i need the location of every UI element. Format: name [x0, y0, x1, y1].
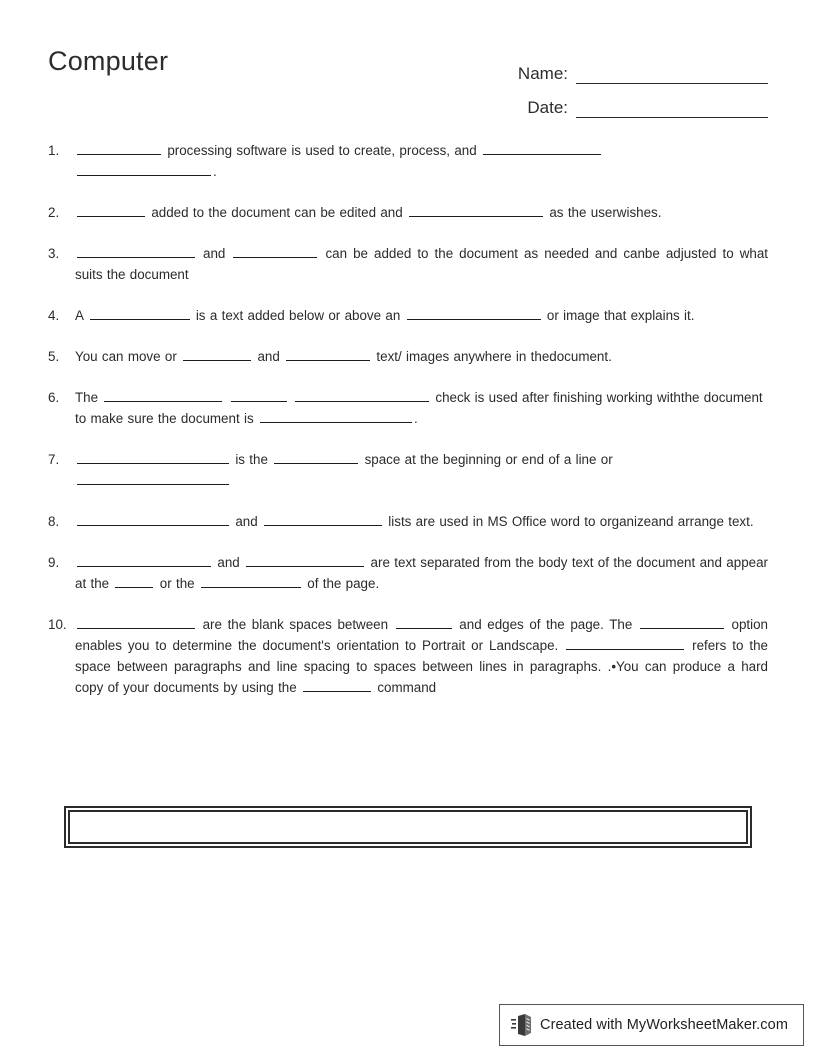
question-number: 3.	[48, 246, 60, 261]
answer-blank[interactable]	[77, 513, 229, 526]
question-text-segment: .	[213, 164, 217, 179]
answer-blank[interactable]	[303, 679, 371, 692]
answer-blank[interactable]	[77, 472, 229, 485]
answer-blank[interactable]	[286, 348, 370, 361]
question-item	[48, 614, 768, 698]
date-row	[498, 84, 768, 118]
question-text-segment: and edges of the page. The	[453, 617, 638, 632]
question-text	[75, 511, 768, 532]
question-text-segment: can be added to the document as needed and canbe adjusted to what suits the document	[75, 246, 768, 282]
answer-blank[interactable]	[201, 575, 301, 588]
question-text-segment: and	[197, 246, 232, 261]
question-text-segment: space at the beginning or end of a line or	[360, 452, 613, 467]
question-text-segment: option enables you to determine the document's orientation to Portrait or Landscape.	[75, 617, 768, 653]
question-text-segment: of the page.	[302, 576, 380, 591]
question-text-segment: and	[231, 514, 262, 529]
question-text-segment: The	[75, 390, 103, 405]
question-text-segment	[224, 390, 228, 405]
answer-box-inner[interactable]	[68, 810, 748, 844]
answer-blank[interactable]	[260, 410, 412, 423]
question-text	[75, 140, 768, 182]
question-text-segment: You can move or	[75, 349, 182, 364]
question-text	[75, 449, 768, 491]
question-number: 4.	[48, 308, 60, 323]
question-text-segment: command	[373, 680, 437, 695]
answer-blank[interactable]	[231, 389, 287, 402]
question-text-segment: is the	[231, 452, 273, 467]
answer-blank[interactable]	[246, 554, 364, 567]
question-number: 1.	[48, 143, 60, 158]
question-text-segment: lists are used in MS Office word to organizeand arrange text.	[383, 514, 754, 529]
question-text	[75, 552, 768, 594]
question-number: 9.	[48, 555, 60, 570]
answer-blank[interactable]	[274, 451, 358, 464]
question-number: 10.	[48, 617, 67, 632]
answer-box[interactable]	[64, 806, 752, 848]
answer-blank[interactable]	[396, 616, 452, 629]
question-item	[48, 305, 768, 326]
name-date-group	[498, 50, 768, 118]
question-text	[75, 614, 768, 698]
answer-blank[interactable]	[90, 307, 190, 320]
question-text-segment: A	[75, 308, 88, 323]
worksheet-maker-logo-icon	[511, 1013, 533, 1037]
question-number: 6.	[48, 390, 60, 405]
question-item	[48, 140, 768, 182]
question-text-segment: and	[253, 349, 285, 364]
question-text-segment: or image that explains it.	[542, 308, 695, 323]
question-text-segment: added to the document can be edited and	[147, 205, 408, 220]
answer-blank[interactable]	[77, 245, 195, 258]
question-item	[48, 449, 768, 491]
answer-blank[interactable]	[77, 554, 211, 567]
question-item	[48, 202, 768, 223]
question-text	[75, 243, 768, 285]
answer-blank[interactable]	[115, 575, 153, 588]
answer-blank[interactable]	[104, 389, 222, 402]
question-text-segment: is a text added below or above an	[191, 308, 405, 323]
date-label: Date:	[527, 98, 568, 117]
name-input-line[interactable]	[576, 63, 768, 84]
page-title: Computer	[48, 46, 169, 76]
name-label: Name:	[517, 64, 568, 83]
question-text-segment: processing software is used to create, process, and	[163, 143, 482, 158]
answer-blank[interactable]	[183, 348, 251, 361]
question-item	[48, 243, 768, 285]
question-text-segment: are text separated from the body text of the document and appear at the	[75, 555, 769, 591]
question-item	[48, 346, 768, 367]
question-text-segment: text/ images anywhere in thedocument.	[372, 349, 612, 364]
answer-blank[interactable]	[264, 513, 382, 526]
question-text-segment: and	[213, 555, 245, 570]
question-text-segment: .	[413, 411, 418, 426]
answer-blank[interactable]	[77, 142, 161, 155]
answer-blank[interactable]	[77, 451, 229, 464]
answer-blank[interactable]	[77, 616, 195, 629]
worksheet-header	[48, 46, 768, 126]
date-input-line[interactable]	[576, 97, 768, 118]
question-text	[75, 346, 768, 367]
answer-blank[interactable]	[483, 142, 601, 155]
question-number: 8.	[48, 514, 60, 529]
created-with-badge[interactable]	[499, 1004, 804, 1046]
question-text	[75, 387, 768, 429]
answer-blank[interactable]	[640, 616, 724, 629]
question-item	[48, 387, 768, 429]
question-number: 2.	[48, 205, 60, 220]
answer-blank[interactable]	[407, 307, 541, 320]
question-text-segment: are the blank spaces between	[197, 617, 394, 632]
question-text-segment: as the userwishes.	[545, 205, 662, 220]
question-item	[48, 552, 768, 594]
answer-blank[interactable]	[566, 637, 684, 650]
answer-blank[interactable]	[233, 245, 317, 258]
question-text-segment: check is used after finishing working withthe document to make sure the document is	[75, 390, 763, 426]
question-text-segment: refers to the space between paragraphs and line spacing to spaces between lines in paragraphs. .•You can produce a hard copy of your documents by using the	[75, 638, 768, 695]
answer-blank[interactable]	[77, 163, 211, 176]
badge-label: Created with MyWorksheetMaker.com	[540, 1017, 789, 1033]
questions-list	[48, 140, 768, 718]
answer-blank[interactable]	[409, 204, 543, 217]
question-item	[48, 511, 768, 532]
question-number: 7.	[48, 452, 60, 467]
question-text-segment	[289, 390, 293, 405]
name-row	[498, 50, 768, 84]
question-text-segment: or the	[155, 576, 199, 591]
question-text	[75, 202, 768, 223]
question-number: 5.	[48, 349, 60, 364]
question-text	[75, 305, 768, 326]
answer-blank[interactable]	[295, 389, 429, 402]
answer-blank[interactable]	[77, 204, 145, 217]
